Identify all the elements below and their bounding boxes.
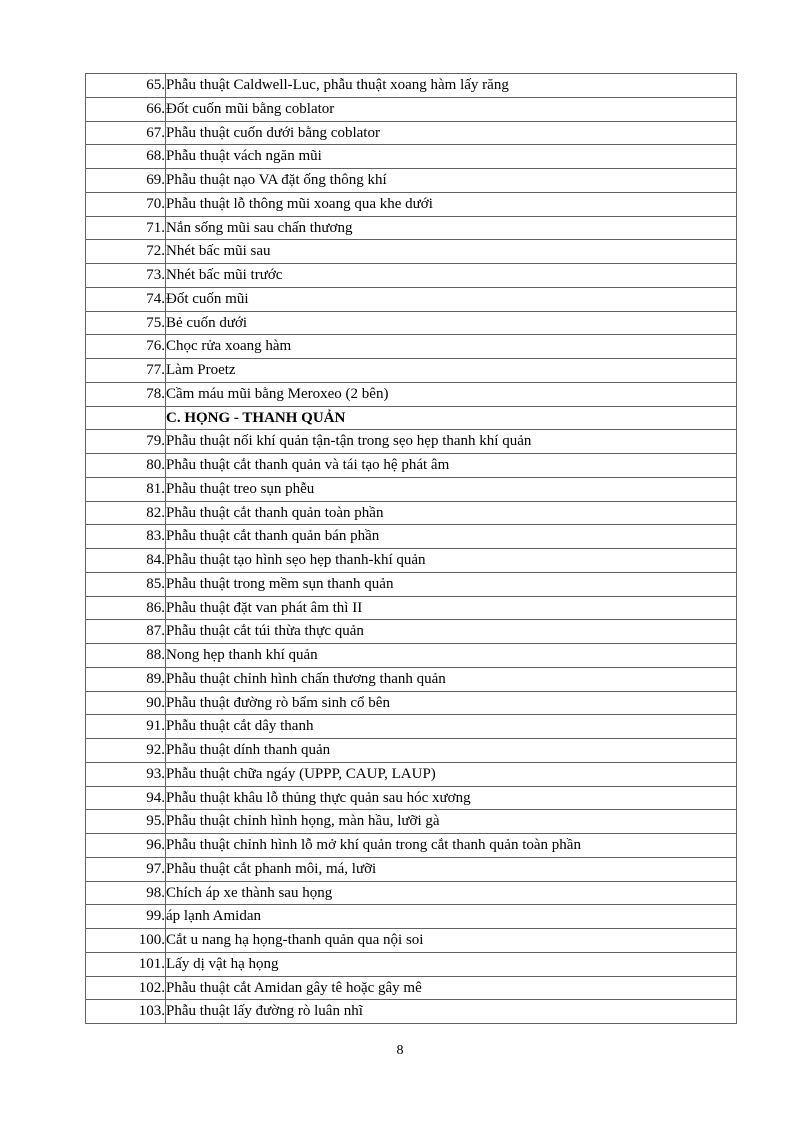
procedure-name-cell: Nắn sống mũi sau chấn thương bbox=[166, 216, 737, 240]
row-number-cell: 85. bbox=[86, 572, 166, 596]
row-number-cell: 99. bbox=[86, 905, 166, 929]
procedure-name-cell: Lấy dị vật hạ họng bbox=[166, 952, 737, 976]
procedure-name-cell: Phẫu thuật nạo VA đặt ống thông khí bbox=[166, 169, 737, 193]
table-row bbox=[86, 287, 737, 311]
procedure-name-cell: Chọc rửa xoang hàm bbox=[166, 335, 737, 359]
table-row bbox=[86, 264, 737, 288]
procedure-name-cell: Phẫu thuật chữa ngáy (UPPP, CAUP, LAUP) bbox=[166, 762, 737, 786]
procedure-name-cell: Phẫu thuật cắt thanh quản bán phần bbox=[166, 525, 737, 549]
row-number-cell: 86. bbox=[86, 596, 166, 620]
procedure-name-cell: Phẫu thuật đặt van phát âm thì II bbox=[166, 596, 737, 620]
procedure-name-cell: Phẫu thuật treo sụn phễu bbox=[166, 477, 737, 501]
procedure-name-cell: Phẫu thuật lỗ thông mũi xoang qua khe dưới bbox=[166, 192, 737, 216]
table-row bbox=[86, 97, 737, 121]
procedures-table bbox=[85, 73, 737, 1024]
table-row bbox=[86, 644, 737, 668]
table-row bbox=[86, 857, 737, 881]
procedure-name-cell: Phẫu thuật cắt phanh môi, má, lưỡi bbox=[166, 857, 737, 881]
procedure-name-cell: Phẫu thuật cắt Amidan gây tê hoặc gây mê bbox=[166, 976, 737, 1000]
row-number-cell: 98. bbox=[86, 881, 166, 905]
row-number-cell: 100. bbox=[86, 929, 166, 953]
procedure-name-cell: Phẫu thuật nối khí quản tận-tận trong sẹo hẹp thanh khí quản bbox=[166, 430, 737, 454]
procedure-name-cell: Đốt cuốn mũi bằng coblator bbox=[166, 97, 737, 121]
procedure-name-cell: Bẻ cuốn dưới bbox=[166, 311, 737, 335]
table-row bbox=[86, 1000, 737, 1024]
procedure-name-cell: Phẫu thuật tạo hình sẹo hẹp thanh-khí quản bbox=[166, 549, 737, 573]
table-row bbox=[86, 572, 737, 596]
table-row bbox=[86, 477, 737, 501]
table-row bbox=[86, 905, 737, 929]
row-number-cell: 94. bbox=[86, 786, 166, 810]
row-number-cell: 72. bbox=[86, 240, 166, 264]
table-row bbox=[86, 786, 737, 810]
procedure-name-cell: Phẫu thuật lấy đường rò luân nhĩ bbox=[166, 1000, 737, 1024]
row-number-cell: 71. bbox=[86, 216, 166, 240]
row-number-cell: 103. bbox=[86, 1000, 166, 1024]
table-row bbox=[86, 834, 737, 858]
row-number-cell: 68. bbox=[86, 145, 166, 169]
table-row bbox=[86, 501, 737, 525]
row-number-cell: 84. bbox=[86, 549, 166, 573]
procedure-name-cell: Phẫu thuật trong mềm sụn thanh quản bbox=[166, 572, 737, 596]
table-row bbox=[86, 240, 737, 264]
row-number-cell: 82. bbox=[86, 501, 166, 525]
table-row bbox=[86, 74, 737, 98]
table-row bbox=[86, 620, 737, 644]
procedure-name-cell: Chích áp xe thành sau họng bbox=[166, 881, 737, 905]
table-row bbox=[86, 667, 737, 691]
row-number-cell: 90. bbox=[86, 691, 166, 715]
procedure-name-cell: Cầm máu mũi bằng Meroxeo (2 bên) bbox=[166, 382, 737, 406]
row-number-cell: 87. bbox=[86, 620, 166, 644]
row-number-cell: 96. bbox=[86, 834, 166, 858]
procedure-name-cell: Phẫu thuật Caldwell-Luc, phẫu thuật xoang hàm lấy răng bbox=[166, 74, 737, 98]
procedure-name-cell: Phẫu thuật chỉnh hình họng, màn hầu, lưỡi gà bbox=[166, 810, 737, 834]
table-row bbox=[86, 454, 737, 478]
row-number-cell: 67. bbox=[86, 121, 166, 145]
section-header-cell: C. HỌNG - THANH QUẢN bbox=[166, 406, 737, 430]
row-number-cell: 74. bbox=[86, 287, 166, 311]
procedure-name-cell: Phẫu thuật cắt túi thừa thực quản bbox=[166, 620, 737, 644]
table-row bbox=[86, 976, 737, 1000]
row-number-cell: 65. bbox=[86, 74, 166, 98]
row-number-cell: 70. bbox=[86, 192, 166, 216]
procedure-name-cell: Nong hẹp thanh khí quản bbox=[166, 644, 737, 668]
procedure-name-cell: Phẫu thuật chỉnh hình chấn thương thanh quản bbox=[166, 667, 737, 691]
procedure-name-cell: Phẫu thuật cuốn dưới bằng coblator bbox=[166, 121, 737, 145]
row-number-cell: 88. bbox=[86, 644, 166, 668]
row-number-cell: 97. bbox=[86, 857, 166, 881]
row-number-cell: 93. bbox=[86, 762, 166, 786]
procedure-name-cell: Phẫu thuật khâu lỗ thủng thực quản sau hóc xương bbox=[166, 786, 737, 810]
row-number-cell: 76. bbox=[86, 335, 166, 359]
procedure-name-cell: Phẫu thuật cắt thanh quản toàn phần bbox=[166, 501, 737, 525]
procedure-name-cell: Phẫu thuật vách ngăn mũi bbox=[166, 145, 737, 169]
table-row bbox=[86, 121, 737, 145]
table-body bbox=[86, 74, 737, 1024]
table-row bbox=[86, 929, 737, 953]
procedure-name-cell: Phẫu thuật đường rò bẩm sinh cổ bên bbox=[166, 691, 737, 715]
row-number-cell: 101. bbox=[86, 952, 166, 976]
procedure-name-cell: Làm Proetz bbox=[166, 359, 737, 383]
table-row bbox=[86, 335, 737, 359]
row-number-cell: 77. bbox=[86, 359, 166, 383]
row-number-cell bbox=[86, 406, 166, 430]
row-number-cell: 79. bbox=[86, 430, 166, 454]
table-row bbox=[86, 525, 737, 549]
row-number-cell: 80. bbox=[86, 454, 166, 478]
row-number-cell: 78. bbox=[86, 382, 166, 406]
table-row bbox=[86, 952, 737, 976]
table-row bbox=[86, 382, 737, 406]
procedure-name-cell: Phẫu thuật chỉnh hình lỗ mở khí quản trong cắt thanh quản toàn phần bbox=[166, 834, 737, 858]
row-number-cell: 73. bbox=[86, 264, 166, 288]
table-row bbox=[86, 596, 737, 620]
row-number-cell: 66. bbox=[86, 97, 166, 121]
procedure-name-cell: Nhét bấc mũi sau bbox=[166, 240, 737, 264]
table-row bbox=[86, 549, 737, 573]
procedure-name-cell: Phẫu thuật cắt dây thanh bbox=[166, 715, 737, 739]
table-row bbox=[86, 430, 737, 454]
table-row bbox=[86, 762, 737, 786]
row-number-cell: 92. bbox=[86, 739, 166, 763]
procedure-name-cell: áp lạnh Amidan bbox=[166, 905, 737, 929]
table-row bbox=[86, 169, 737, 193]
row-number-cell: 95. bbox=[86, 810, 166, 834]
procedure-name-cell: Phẫu thuật dính thanh quản bbox=[166, 739, 737, 763]
table-row bbox=[86, 881, 737, 905]
table-row bbox=[86, 715, 737, 739]
table-row bbox=[86, 192, 737, 216]
page-number: 8 bbox=[396, 1043, 404, 1058]
section-row bbox=[86, 406, 737, 430]
procedure-name-cell: Cắt u nang hạ họng-thanh quản qua nội soi bbox=[166, 929, 737, 953]
table-row bbox=[86, 216, 737, 240]
row-number-cell: 75. bbox=[86, 311, 166, 335]
table-row bbox=[86, 359, 737, 383]
row-number-cell: 83. bbox=[86, 525, 166, 549]
row-number-cell: 91. bbox=[86, 715, 166, 739]
procedure-name-cell: Đốt cuốn mũi bbox=[166, 287, 737, 311]
row-number-cell: 102. bbox=[86, 976, 166, 1000]
table-row bbox=[86, 810, 737, 834]
procedure-name-cell: Phẫu thuật cắt thanh quản và tái tạo hệ phát âm bbox=[166, 454, 737, 478]
procedure-name-cell: Nhét bấc mũi trước bbox=[166, 264, 737, 288]
row-number-cell: 81. bbox=[86, 477, 166, 501]
table-row bbox=[86, 145, 737, 169]
table-row bbox=[86, 311, 737, 335]
row-number-cell: 69. bbox=[86, 169, 166, 193]
row-number-cell: 89. bbox=[86, 667, 166, 691]
table-row bbox=[86, 691, 737, 715]
table-row bbox=[86, 739, 737, 763]
